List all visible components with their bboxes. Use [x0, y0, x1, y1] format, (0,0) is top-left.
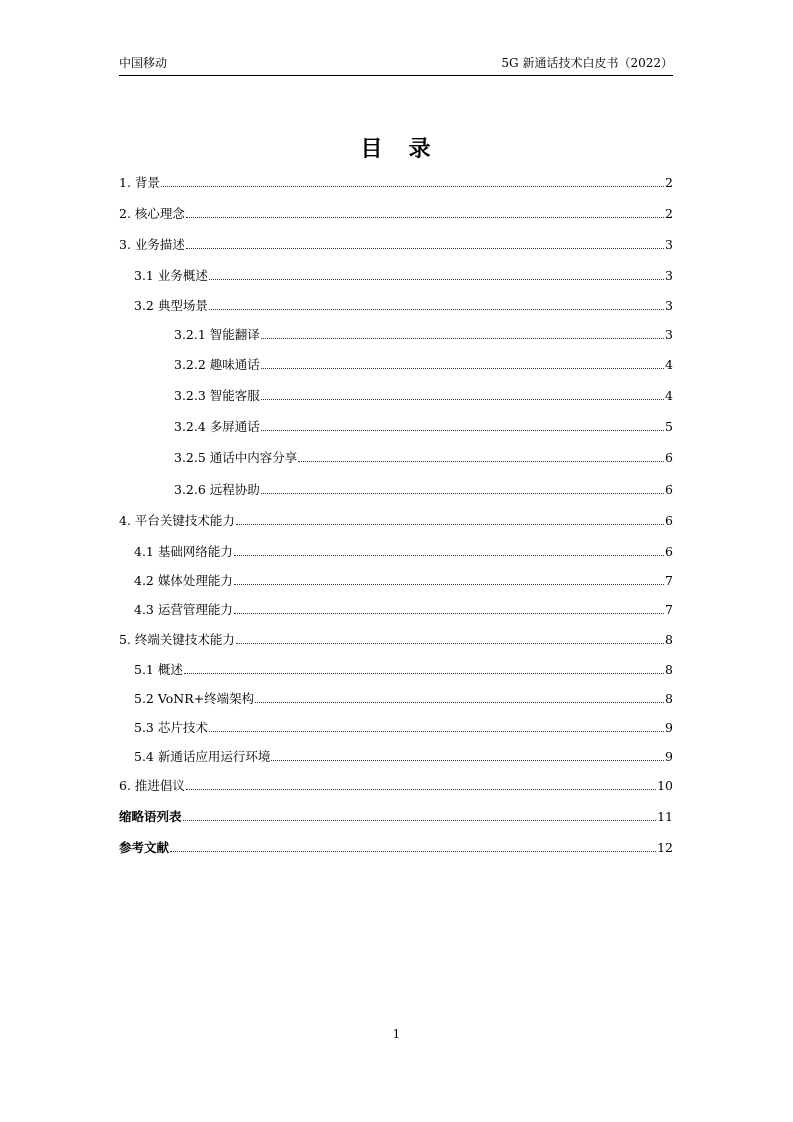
toc-dot-leader: [236, 643, 664, 644]
toc-entry-label: 3.2 典型场景: [134, 298, 208, 313]
toc-entry-page: 3: [665, 237, 673, 252]
toc-entry-page: 2: [665, 175, 673, 190]
toc-entry-page: 12: [657, 840, 673, 855]
toc-entry-label: 3.2.4 多屏通话: [174, 419, 260, 434]
toc-entry[interactable]: [119, 296, 673, 314]
toc-dot-leader: [186, 217, 664, 218]
toc-entry-page: 8: [665, 632, 673, 647]
toc-entry-label: 3.2.2 趣味通话: [174, 357, 260, 372]
toc-dot-leader: [186, 248, 664, 249]
toc-entry[interactable]: [119, 571, 673, 589]
toc-entry-label: 5.2 VoNR+终端架构: [134, 691, 255, 706]
toc-dot-leader: [261, 493, 664, 494]
toc-dot-leader: [234, 584, 664, 585]
page-number: 1: [392, 1027, 401, 1041]
toc-dot-leader: [183, 820, 657, 821]
toc-entry-page: 4: [665, 357, 673, 372]
toc-entry-page: 7: [665, 602, 673, 617]
toc-entry[interactable]: [119, 511, 673, 529]
toc-entry-page: 9: [665, 749, 673, 764]
toc-title: 目 录: [360, 137, 433, 162]
toc-entry[interactable]: [119, 448, 673, 466]
toc-entry-label: 参考文献: [119, 840, 170, 855]
toc-dot-leader: [209, 309, 664, 310]
toc-entry-page: 6: [665, 544, 673, 559]
toc-entry-label: 1. 背景: [119, 175, 160, 190]
toc-entry[interactable]: [119, 660, 673, 678]
toc-dot-leader: [161, 186, 664, 187]
toc-entry-label: 3.2.3 智能客服: [174, 388, 260, 403]
toc-entry-label: 4. 平台关键技术能力: [119, 513, 235, 528]
toc-entry-page: 3: [665, 298, 673, 313]
toc-dot-leader: [271, 760, 664, 761]
toc-dot-leader: [209, 731, 664, 732]
toc-entry-page: 6: [665, 450, 673, 465]
toc-entry-label: 5.1 概述: [134, 662, 183, 677]
toc-entry-label: 5.4 新通话应用运行环境: [134, 749, 271, 764]
toc-entry-page: 6: [665, 513, 673, 528]
toc-dot-leader: [170, 851, 656, 852]
toc-dot-leader: [234, 555, 664, 556]
toc-entry-label: 3.2.1 智能翻译: [174, 327, 260, 342]
toc-dot-leader: [234, 613, 664, 614]
toc-entry-label: 5.3 芯片技术: [134, 720, 208, 735]
toc-entry[interactable]: [119, 480, 673, 498]
toc-entry[interactable]: [119, 807, 673, 825]
toc-entry[interactable]: [119, 204, 673, 222]
toc-entry[interactable]: [119, 173, 673, 191]
toc-entry-label: 4.1 基础网络能力: [134, 544, 233, 559]
toc-entry-page: 3: [665, 268, 673, 283]
toc-entry-page: 5: [665, 419, 673, 434]
toc-entry[interactable]: [119, 718, 673, 736]
toc-entry[interactable]: [119, 689, 673, 707]
toc-dot-leader: [186, 789, 656, 790]
toc-dot-leader: [261, 430, 664, 431]
toc-entry[interactable]: [119, 747, 673, 765]
toc-entry[interactable]: [119, 417, 673, 435]
toc-entry[interactable]: [119, 235, 673, 253]
toc-entry[interactable]: [119, 542, 673, 560]
toc-dot-leader: [236, 524, 664, 525]
toc-entry-label: 4.3 运营管理能力: [134, 602, 233, 617]
toc-dot-leader: [184, 673, 664, 674]
toc-entry-label: 5. 终端关键技术能力: [119, 632, 235, 647]
toc-entry-label: 3. 业务描述: [119, 237, 185, 252]
toc-entry[interactable]: [119, 386, 673, 404]
toc-entry-label: 3.2.5 通话中内容分享: [174, 450, 298, 465]
header-org: 中国移动: [119, 56, 168, 70]
toc-entry[interactable]: [119, 838, 673, 856]
toc-dot-leader: [261, 368, 664, 369]
header-doc-title: 5G 新通话技术白皮书（2022）: [501, 56, 673, 70]
toc-entry-label: 3.2.6 远程协助: [174, 482, 260, 497]
toc-entry-page: 2: [665, 206, 673, 221]
toc-entry[interactable]: [119, 325, 673, 343]
toc-dot-leader: [261, 338, 664, 339]
toc-entry-page: 8: [665, 662, 673, 677]
toc-entry-page: 7: [665, 573, 673, 588]
toc-entry-page: 3: [665, 327, 673, 342]
toc-entry[interactable]: [119, 600, 673, 618]
toc-entry[interactable]: [119, 630, 673, 648]
toc-entry-page: 8: [665, 691, 673, 706]
toc-entry-label: 4.2 媒体处理能力: [134, 573, 233, 588]
toc-entry-page: 6: [665, 482, 673, 497]
toc-entry-page: 9: [665, 720, 673, 735]
toc-dot-leader: [209, 279, 664, 280]
page-header: [119, 53, 673, 76]
toc-entry[interactable]: [119, 355, 673, 373]
toc-entry-label: 2. 核心理念: [119, 206, 185, 221]
toc-entry[interactable]: [119, 266, 673, 284]
toc-entry-label: 3.1 业务概述: [134, 268, 208, 283]
toc-entry[interactable]: [119, 776, 673, 794]
toc-entry-label: 缩略语列表: [119, 809, 182, 824]
toc-entry-label: 6. 推进倡议: [119, 778, 185, 793]
toc-dot-leader: [255, 702, 664, 703]
toc-dot-leader: [298, 461, 664, 462]
toc-entry-page: 11: [657, 809, 673, 824]
toc-entry-page: 10: [657, 778, 673, 793]
toc-entry-page: 4: [665, 388, 673, 403]
toc-dot-leader: [261, 399, 664, 400]
